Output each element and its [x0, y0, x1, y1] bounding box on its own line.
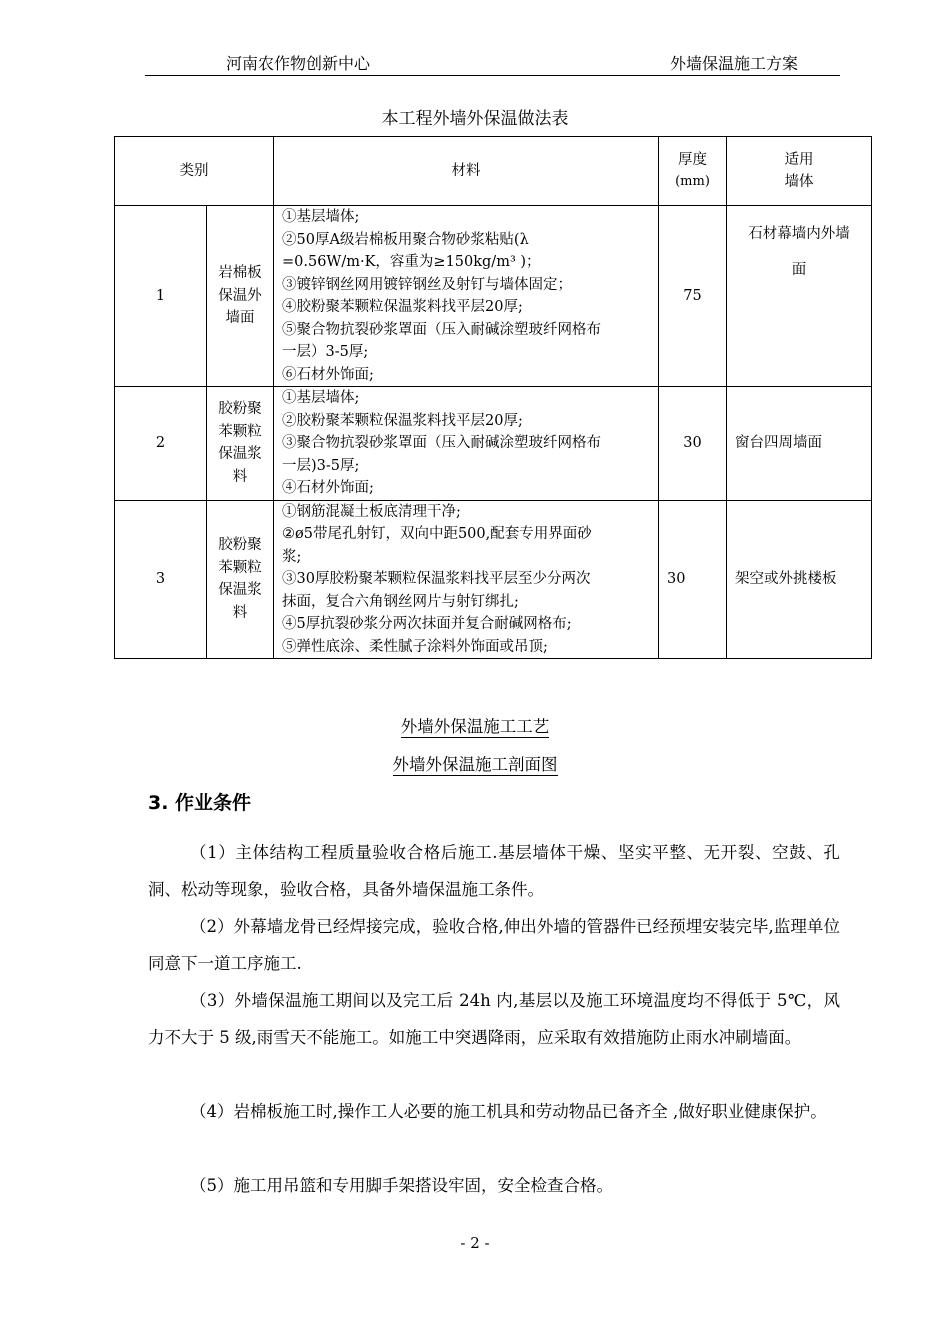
condition-paragraph-5: （5）施工用吊篮和专用脚手架搭设牢固，安全检查合格。 [190, 1176, 613, 1195]
row-thickness: 30 [659, 387, 727, 501]
type-name-line: 苯颗粒 [218, 559, 262, 576]
header-wall-line2: 墙体 [784, 174, 814, 190]
row-type-name [207, 387, 274, 501]
type-name-line: 胶粉聚 [218, 401, 262, 418]
material-line: =0.56W/m·K，容重为≥150kg/m³ )； [282, 254, 541, 270]
condition-paragraph-1: （1）主体结构工程质量验收合格后施工.基层墙体干燥、坚实平整、无开裂、空鼓、孔洞、松动等现象，验收合格，具备外墙保温施工条件。 [148, 843, 840, 899]
wall-line: 架空或外挑楼板 [735, 571, 837, 587]
type-name-line: 料 [232, 604, 248, 621]
row-wall [727, 500, 872, 659]
material-line: 抹面，复合六角钢丝网片与射钉绑扎; [282, 593, 519, 610]
header-divider [145, 75, 840, 76]
wall-line: 石材幕墙内外墙 [748, 226, 850, 242]
type-name-line: 岩棉板 [218, 265, 262, 282]
row-thickness: 30 [659, 500, 727, 659]
material-line: 浆; [282, 548, 302, 565]
header-wall [727, 137, 872, 206]
header-company: 河南农作物创新中心 [226, 54, 371, 73]
material-line: 一层）3-5厚; [282, 344, 369, 360]
material-line: ④5厚抗裂砂浆分两次抹面并复合耐碱网格布; [282, 616, 572, 632]
table-row [115, 387, 872, 501]
material-line: ⑤聚合物抗裂砂浆罩面（压入耐碱涂塑玻纤网格布 [282, 321, 601, 338]
row-wall [727, 206, 872, 387]
material-line: ③聚合物抗裂砂浆罩面（压入耐碱涂塑玻纤网格布 [282, 435, 601, 451]
row-materials [274, 387, 659, 501]
header-thickness [659, 137, 727, 206]
material-line: ③镀锌钢丝网用镀锌钢丝及射钉与墙体固定； [282, 276, 572, 293]
table-row [115, 206, 872, 387]
condition-paragraph-2: （2）外幕墙龙骨已经焊接完成，验收合格,伸出外墙的管器件已经预埋安装完毕,监理单位同意下一道工序施工. [148, 917, 840, 973]
material-line: ②ø5带尾孔射钉，双向中距500,配套专用界面砂 [282, 526, 592, 542]
insulation-method-table [114, 136, 872, 659]
material-line: ⑥石材外饰面; [282, 366, 374, 383]
process-link-line [0, 713, 950, 737]
section-drawing-link[interactable]: 外墙外保温施工剖面图 [392, 755, 558, 774]
header-category: 类别 [115, 137, 274, 206]
section-link-line [0, 751, 950, 775]
header-thickness-unit: (mm) [675, 174, 710, 189]
type-name-line: 料 [232, 468, 248, 485]
header-material: 材料 [274, 137, 659, 206]
material-line: ①钢筋混凝土板底清理干净; [282, 503, 461, 520]
table-header-row [115, 137, 872, 206]
material-line: ①基层墙体; [282, 390, 360, 406]
type-name-line: 胶粉聚 [218, 537, 262, 554]
type-name-line: 保温外 [218, 287, 262, 304]
material-line: ④石材外饰面; [282, 480, 374, 496]
type-name-line: 墙面 [225, 310, 255, 327]
row-wall [727, 387, 872, 501]
condition-paragraph-4: （4）岩棉板施工时,操作工人必要的施工机具和劳动物品已备齐全 ,做好职业健康保护。 [190, 1102, 827, 1121]
header-thickness-label: 厚度 [678, 151, 707, 168]
table-title: 本工程外墙外保温做法表 [381, 109, 569, 129]
row-materials [274, 206, 659, 387]
header-doc-title: 外墙保温施工方案 [670, 54, 799, 73]
wall-line: 面 [791, 262, 807, 278]
material-line: ③30厚胶粉聚苯颗粒保温浆料找平层至少分两次 [282, 571, 591, 587]
row-type-name [207, 500, 274, 659]
type-name-line: 苯颗粒 [218, 423, 262, 440]
row-number: 2 [115, 387, 207, 501]
material-line: ④胶粉聚苯颗粒保温浆料找平层20厚; [282, 299, 523, 315]
header-wall-line1: 适用 [784, 151, 814, 168]
material-line: 一层)3-5厚; [282, 457, 360, 474]
wall-line: 窗台四周墙面 [735, 435, 822, 451]
page-number: - 2 - [460, 1234, 490, 1252]
row-number: 3 [115, 500, 207, 659]
table-row [115, 500, 872, 659]
section-heading: 3. 作业条件 [148, 792, 252, 814]
type-name-line: 保温浆 [218, 582, 262, 599]
row-materials [274, 500, 659, 659]
material-line: ⑤弹性底涂、柔性腻子涂料外饰面或吊顶; [282, 638, 548, 655]
row-type-name [207, 206, 274, 387]
row-number: 1 [115, 206, 207, 387]
material-line: ②50厚A级岩棉板用聚合物砂浆粘贴(λ [282, 231, 529, 248]
material-line: ①基层墙体; [282, 209, 360, 225]
process-link[interactable]: 外墙外保温施工工艺 [400, 717, 550, 736]
row-thickness: 75 [659, 206, 727, 387]
type-name-line: 保温浆 [218, 446, 262, 463]
material-line: ②胶粉聚苯颗粒保温浆料找平层20厚; [282, 412, 523, 429]
condition-paragraph-3: （3）外墙保温施工期间以及完工后 24h 内,基层以及施工环境温度均不得低于 5℃，风力不大于 5 级,雨雪天不能施工。如施工中突遇降雨，应采取有效措施防止雨水冲刷墙面。 [148, 991, 840, 1047]
